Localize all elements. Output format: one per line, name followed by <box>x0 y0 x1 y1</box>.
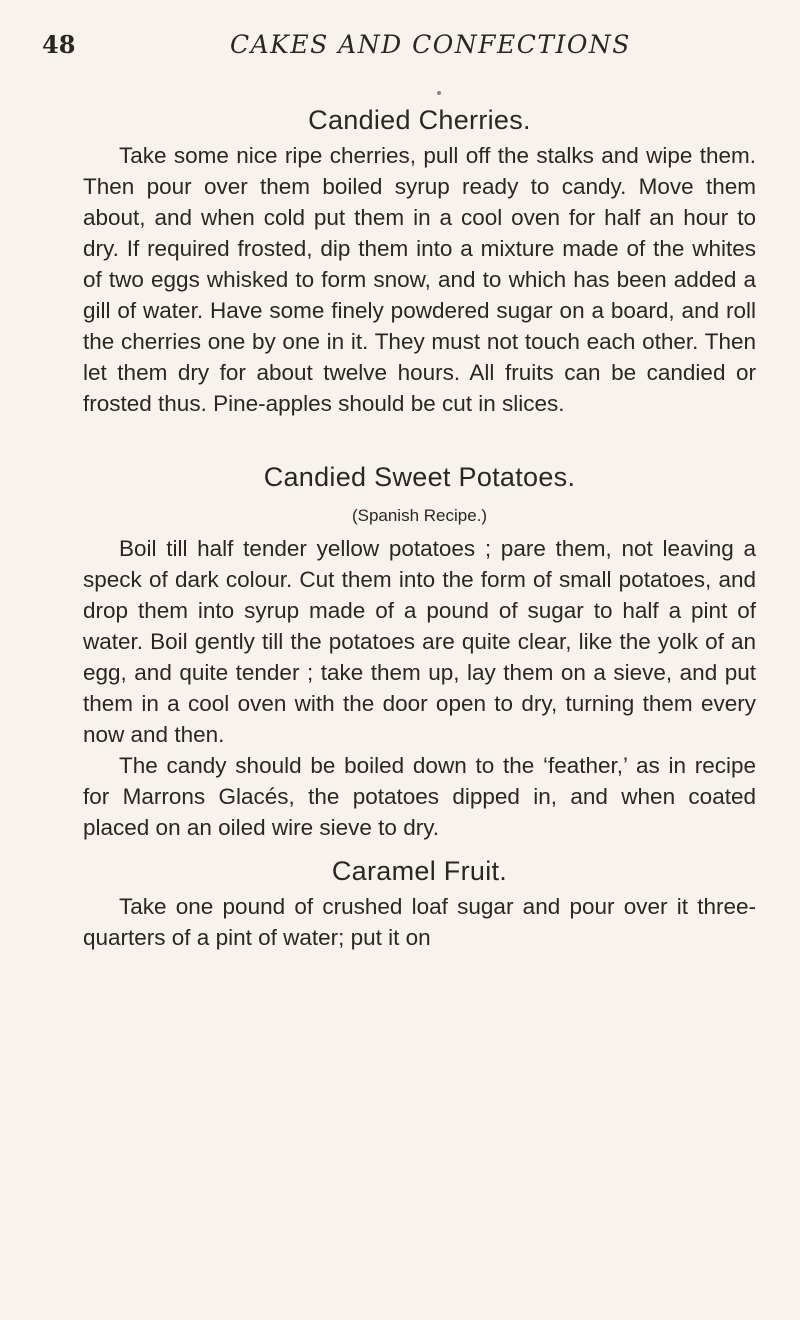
running-head <box>42 30 758 66</box>
recipe-paragraph: Take some nice ripe cherries, pull off the stalks and wipe them. Then pour over them boiled syrup ready to candy. Move them about, and when cold put them in a cool oven for half an hour to dry. If required frosted, dip them into a mixture made of the whites of two eggs whisked to form snow, and to which has been added a gill of water. Have some finely powdered sugar on a board, and roll the cherries one by one in it. They must not touch each other. Then let them dry for about twelve hours. All fruits can be candied or frosted thus. Pine-apples should be cut in slices. <box>83 143 756 416</box>
ornament-dot <box>437 91 441 95</box>
recipe-title-caramel-fruit: Caramel Fruit. <box>331 856 508 886</box>
running-title: CAKES AND CONFECTIONS <box>230 30 631 59</box>
recipe-paragraph: Boil till half tender yellow potatoes ; pare them, not leaving a speck of dark colour. Cut them into the form of small potatoes, and drop them into syrup made of a pound of sugar to half a pint of water. Boil gently till the potatoes are quite clear, like the yolk of an egg, and quite tender ; take them up, lay them on a sieve, and put them in a cool oven with the door open to dry, turning them every now and then. <box>83 536 756 747</box>
page-number: 48 <box>42 30 76 59</box>
recipe-subtitle: (Spanish Recipe.) <box>351 506 488 525</box>
recipe-title-candied-sweet-potatoes: Candied Sweet Potatoes. <box>263 462 576 492</box>
recipe-paragraph: The candy should be boiled down to the ‘feather,’ as in recipe for Marrons Glacés, the potatoes dipped in, and when coated placed on an oiled wire sieve to dry. <box>83 753 756 840</box>
recipe-title-candied-cherries: Candied Cherries. <box>308 105 531 135</box>
page-body <box>83 100 756 953</box>
recipe-paragraph: Take one pound of crushed loaf sugar and pour over it three-quarters of a pint of water; put it on <box>83 894 756 950</box>
